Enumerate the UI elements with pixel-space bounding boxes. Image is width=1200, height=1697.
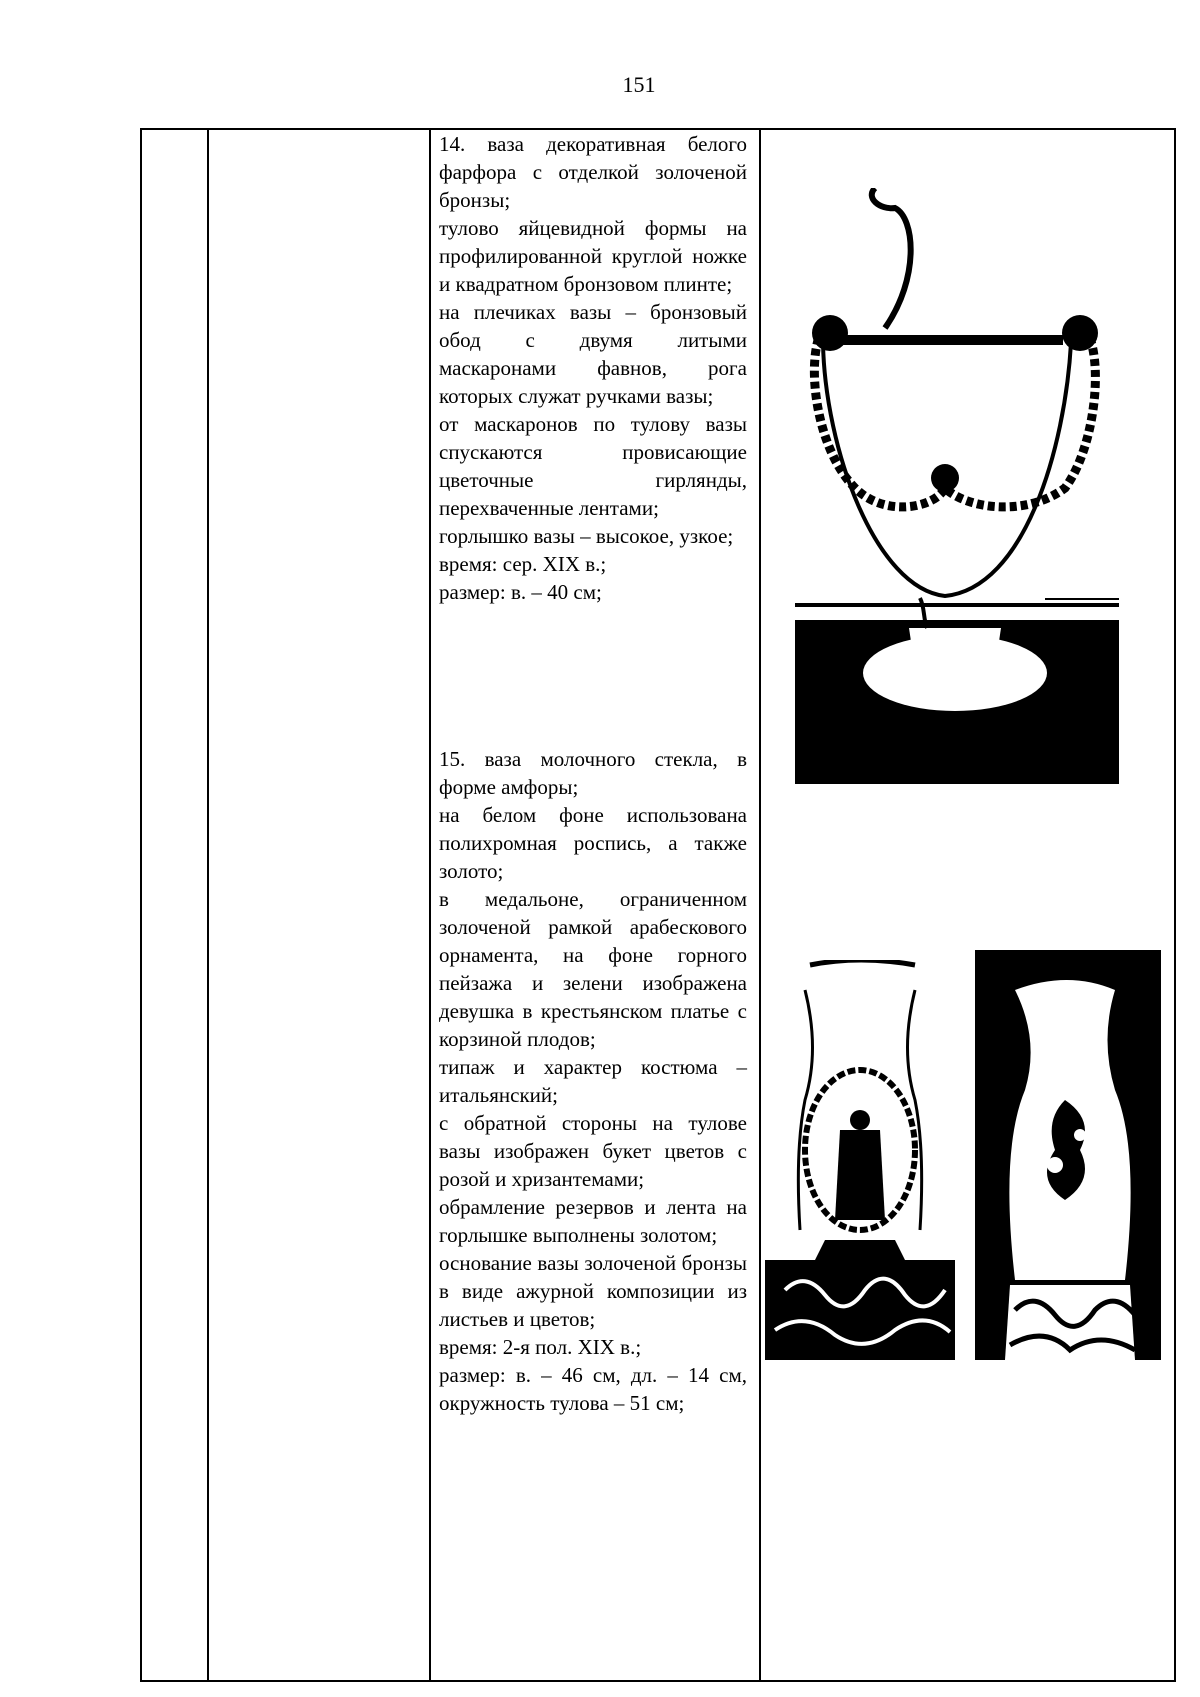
page-number: 151 bbox=[622, 72, 656, 97]
item-15-date: время: 2-я пол. XIX в.; bbox=[439, 1335, 642, 1359]
item-15-size: размер: в. – 46 см, дл. – 14 см, окружность тулова – 51 см; bbox=[439, 1363, 747, 1415]
item-14-date: время: сер. XIX в.; bbox=[439, 552, 607, 576]
item-15-line: типаж и характер костюма – итальянский; bbox=[439, 1055, 747, 1107]
item-14-line: тулово яйцевидной формы на профилированной круглой ножке и квадратном бронзовом плинте; bbox=[439, 216, 747, 296]
item-15-title: 15. ваза молочного стекла, в форме амфоры; bbox=[439, 747, 747, 799]
item-14-description bbox=[439, 130, 747, 606]
item-15-line: основание вазы золоченой бронзы в виде ажурной композиции из листьев и цветов; bbox=[439, 1251, 747, 1331]
column-divider bbox=[207, 130, 209, 1680]
item-15-description bbox=[439, 745, 747, 1417]
vase-15-back-photo bbox=[975, 950, 1161, 1360]
item-14-line: на плечиках вазы – бронзовый обод с двумя литыми маскаронами фавнов, рога которых служат ручками вазы; bbox=[439, 300, 747, 408]
vase-15-front-photo bbox=[765, 960, 955, 1360]
item-15-line: на белом фоне использована полихромная роспись, а также золото; bbox=[439, 803, 747, 883]
item-14-size: размер: в. – 40 см; bbox=[439, 580, 602, 604]
item-14-line: от маскаронов по тулову вазы спускаются провисающие цветочные гирлянды, перехваченные лентами; bbox=[439, 412, 747, 520]
vase-14-photo bbox=[795, 188, 1119, 784]
item-15-line: в медальоне, ограниченном золоченой рамкой арабескового орнамента, на фоне горного пейзажа и зелени изображена девушка в крестьянском платье с корзиной плодов; bbox=[439, 887, 747, 1051]
item-15-line: с обратной стороны на тулове вазы изображен букет цветов с розой и хризантемами; bbox=[439, 1111, 747, 1191]
column-divider bbox=[759, 130, 761, 1680]
item-14-title: 14. ваза декоративная белого фарфора с отделкой золоченой бронзы; bbox=[439, 132, 747, 212]
item-14-line: горлышко вазы – высокое, узкое; bbox=[439, 524, 734, 548]
column-divider bbox=[429, 130, 431, 1680]
item-15-line: обрамление резервов и лента на горлышке выполнены золотом; bbox=[439, 1195, 747, 1247]
